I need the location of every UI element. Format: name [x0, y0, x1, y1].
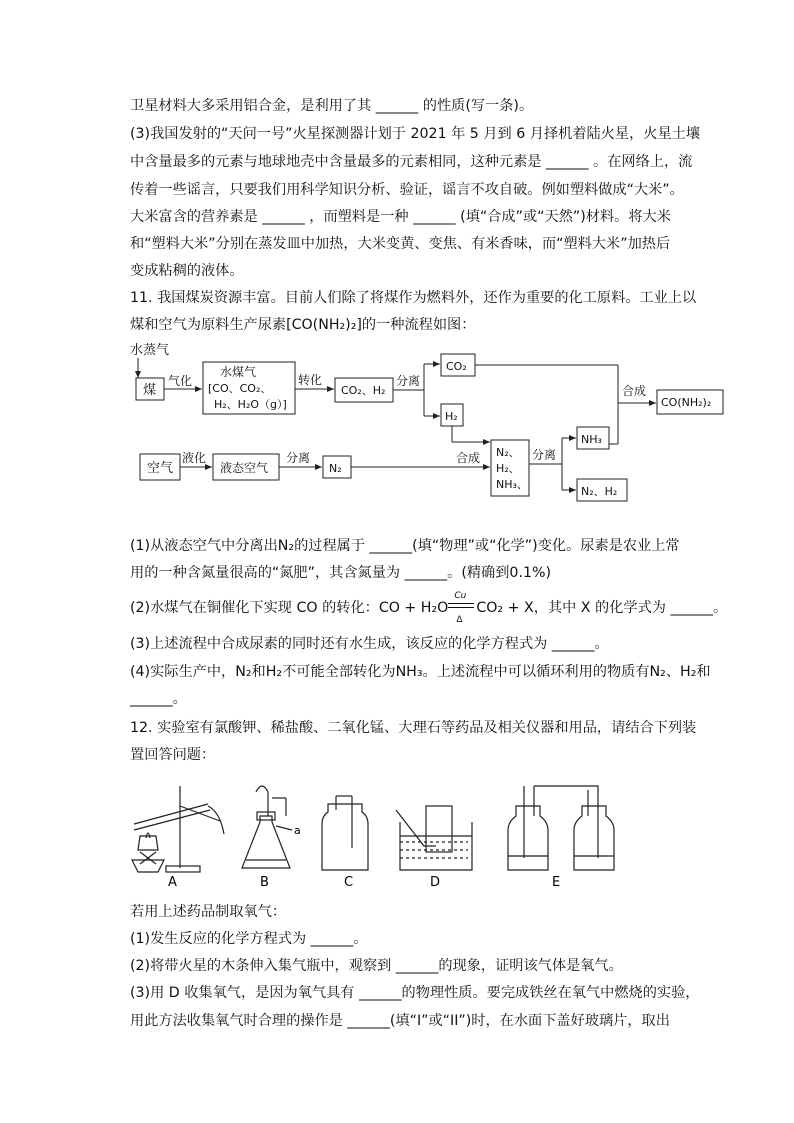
flow-h2-label: H₂	[445, 410, 458, 423]
apparatus-b-port-label: a	[294, 824, 301, 837]
question-11-4-line: ______。	[130, 691, 187, 707]
flow-mix-line3: NH₃、	[496, 478, 528, 491]
q2-catalyst: Cu	[454, 591, 467, 601]
flow-n2h2-label: N₂、H₂	[581, 485, 618, 498]
text-line: 卫星材料大多采用铝合金，是利用了其 ______ 的性质(写一条)。	[130, 98, 534, 114]
oxygen-question-2: (2)将带火星的木条伸入集气瓶中，观察到 ______的现象，证明该气体是氧气。	[130, 958, 623, 974]
flow-urea-label: CO(NH₂)₂	[661, 396, 712, 409]
question-12-line: 12. 实验室有氯酸钾、稀盐酸、二氧化锰、大理石等药品及相关仪器和用品，请结合下列装	[130, 720, 697, 736]
flow-convert-label: 转化	[298, 373, 323, 387]
flow-separate2-label: 分离	[286, 451, 311, 465]
apparatus-a	[132, 786, 224, 872]
q2-condition	[448, 591, 476, 625]
flow-liquefy-label: 液化	[182, 451, 207, 465]
text-line: (3)我国发射的“天问一号”火星探测器计划于 2021 年 5 月到 6 月择机着陆火星，火星土壤	[130, 126, 701, 142]
q2-heat-sign: Δ	[456, 615, 463, 625]
apparatus-e	[508, 786, 614, 870]
question-12-line: 置回答问题：	[130, 747, 216, 763]
question-11-3-line: (3)上述流程中合成尿素的同时还有水生成，该反应的化学方程式为 ______。	[130, 636, 609, 652]
flow-separate1-label: 分离	[396, 374, 421, 388]
text-line: 中含量最多的元素与地球地壳中含量最多的元素相同，这种元素是 ______ 。在网络上，流	[130, 154, 693, 170]
text-line: 传着一些谣言，只要我们用科学知识分析、验证，谣言不攻自破。例如塑料做成“大米”。	[130, 182, 684, 198]
flow-coal-label: 煤	[143, 383, 157, 398]
flow-watergas-line2: H₂、H₂O（g）]	[214, 398, 287, 411]
apparatus-b	[242, 786, 292, 868]
apparatus-label-e: E	[552, 875, 561, 890]
apparatus-d	[396, 806, 472, 870]
oxygen-question-3: 用此方法收集氧气时合理的操作是 ______(填“I”或“II”)时，在水面下盖好玻璃片，取出	[130, 1013, 670, 1029]
flow-watergas-title: 水煤气	[220, 365, 257, 379]
q2-equal-sign	[448, 603, 474, 608]
flow-co2-label: CO₂	[446, 360, 467, 373]
flow-synth2-label: 合成	[456, 451, 481, 465]
flow-synth1-label: 合成	[622, 384, 647, 398]
question-11-line: 11. 我国煤炭资源丰富。目前人们除了将煤作为燃料外，还作为重要的化工原料。工业上以	[130, 290, 697, 306]
q2-text-after: CO₂ + X，其中 X 的化学式为 ______。	[476, 600, 728, 616]
text-line: 和“塑料大米”分别在蒸发皿中加热，大米变黄、变焦、有米香味，而“塑料大米”加热后	[130, 236, 671, 252]
text-line: 变成粘稠的液体。	[130, 263, 244, 279]
text-line: 大米富含的营养素是 ______ ，而塑料是一种 ______ (填“合成”或“天然”)材料。将大米	[130, 209, 671, 225]
flow-steam-label: 水蒸气	[130, 343, 170, 358]
flow-mix-line1: N₂、	[496, 446, 520, 459]
question-11-1-line: (1)从液态空气中分离出N₂的过程属于 ______(填“物理”或“化学”)变化。尿素是农业上常	[130, 538, 680, 554]
flow-air-label: 空气	[147, 461, 174, 476]
oxygen-intro-line: 若用上述药品制取氧气：	[130, 904, 287, 920]
flow-gasify-label: 气化	[168, 374, 193, 388]
question-11-line: 煤和空气为原料生产尿素[CO(NH₂)₂]的一种流程如图：	[130, 317, 476, 333]
apparatus-label-d: D	[430, 875, 441, 890]
apparatus-label-c: C	[344, 875, 354, 890]
apparatus-label-a: A	[168, 875, 177, 890]
oxygen-question-3: (3)用 D 收集氧气，是因为氧气具有 ______的物理性质。要完成铁丝在氧气中燃烧的实验，	[130, 985, 700, 1001]
question-11-2-line	[130, 591, 728, 625]
flow-watergas-line1: [CO、CO₂、	[208, 382, 272, 395]
question-11-1-line: 用的一种含氮量很高的“氮肥”，其含氮量为 ______。(精确到0.1%)	[130, 565, 552, 581]
apparatus-label-b: B	[260, 875, 269, 890]
flow-n2-label: N₂	[329, 462, 342, 475]
flow-liquid-air-label: 液态空气	[220, 461, 269, 475]
apparatus-c	[322, 796, 368, 870]
flow-mix-line2: H₂、	[496, 462, 520, 475]
flow-co2h2-label: CO₂、H₂	[341, 384, 386, 397]
flow-nh3-label: NH₃	[581, 433, 602, 446]
oxygen-question-1: (1)发生反应的化学方程式为 ______。	[130, 931, 368, 947]
flow-separate3-label: 分离	[532, 448, 557, 462]
q2-text-before: (2)水煤气在铜催化下实现 CO 的转化：CO + H₂O	[130, 600, 449, 616]
apparatus-figure	[128, 776, 628, 892]
urea-flowchart	[128, 340, 728, 508]
question-11-4-line: (4)实际生产中，N₂和H₂不可能全部转化为NH₃。上述流程中可以循环利用的物质有N₂、H₂和	[130, 664, 711, 680]
